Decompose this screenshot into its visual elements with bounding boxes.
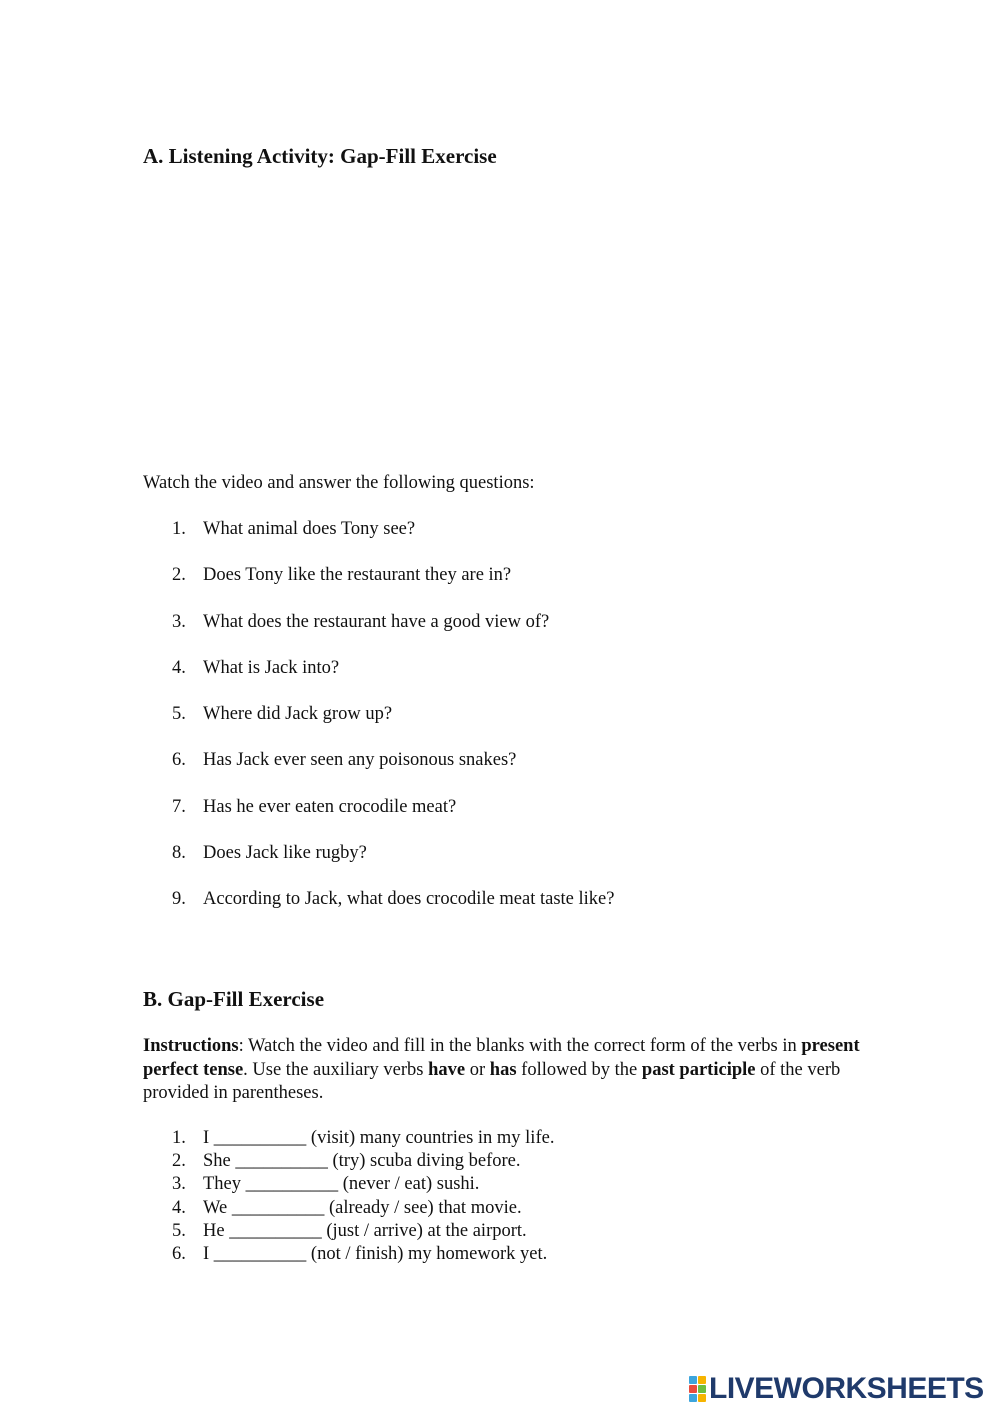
logo-text: LIVEWORKSHEETS xyxy=(709,1372,984,1405)
list-item xyxy=(172,658,614,704)
logo-square xyxy=(698,1385,706,1393)
question-text: According to Jack, what does crocodile meat taste like? xyxy=(203,889,615,910)
gap-fill-list xyxy=(172,1128,554,1267)
instructions-label: Instructions xyxy=(143,1036,239,1056)
question-text: Does Jack like rugby? xyxy=(203,843,367,864)
item-number: 9. xyxy=(172,889,186,910)
list-item xyxy=(172,1128,554,1151)
item-number: 4. xyxy=(172,657,186,678)
liveworksheets-logo xyxy=(689,1372,984,1406)
logo-square xyxy=(689,1376,697,1384)
list-item xyxy=(172,1174,554,1197)
item-number: 6. xyxy=(172,750,186,771)
instructions-emphasis: present perfect tense xyxy=(143,1036,860,1080)
item-number: 3. xyxy=(172,1174,186,1195)
list-item xyxy=(172,612,614,658)
instructions-text: of the verb provided in parentheses. xyxy=(143,1059,841,1103)
item-number: 1. xyxy=(172,519,186,539)
gap-fill-sentence: She __________ (try) scuba diving before. xyxy=(203,1151,521,1172)
gap-fill-sentence: We __________ (already / see) that movie. xyxy=(203,1197,522,1218)
instructions-text: : Watch the video and fill in the blanks with the correct form of the verbs in xyxy=(238,1036,802,1056)
item-number: 8. xyxy=(172,843,186,864)
list-item xyxy=(172,1151,554,1174)
section-a-intro: Watch the video and answer the following questions: xyxy=(143,473,535,493)
gap-fill-sentence: He __________ (just / arrive) at the airport. xyxy=(203,1220,527,1241)
instructions-text: followed by the xyxy=(516,1059,642,1080)
gap-fill-sentence: I __________ (not / finish) my homework yet. xyxy=(203,1243,548,1264)
list-item xyxy=(172,519,614,565)
item-number: 2. xyxy=(172,1151,186,1172)
logo-square xyxy=(698,1394,706,1402)
section-a-title: A. Listening Activity: Gap-Fill Exercise xyxy=(143,144,497,168)
logo-mark-icon xyxy=(689,1376,706,1402)
question-text: What does the restaurant have a good view of? xyxy=(203,611,550,632)
instructions-emphasis: have xyxy=(428,1059,466,1080)
question-text: Where did Jack grow up? xyxy=(203,704,393,725)
item-number: 5. xyxy=(172,704,186,725)
question-text: What animal does Tony see? xyxy=(203,519,416,539)
list-item xyxy=(172,1244,554,1267)
list-item xyxy=(172,797,614,843)
list-item xyxy=(172,565,614,611)
list-item xyxy=(172,1221,554,1244)
logo-square xyxy=(689,1385,697,1393)
instructions-text: . Use the auxiliary verbs xyxy=(243,1059,429,1080)
question-text: Has he ever eaten crocodile meat? xyxy=(203,796,457,817)
instructions-paragraph xyxy=(143,1035,863,1106)
list-item xyxy=(172,704,614,750)
item-number: 6. xyxy=(172,1243,186,1264)
item-number: 4. xyxy=(172,1197,186,1218)
item-number: 7. xyxy=(172,796,186,817)
instructions-emphasis: past participle xyxy=(641,1059,756,1080)
list-item xyxy=(172,889,614,935)
instructions-emphasis: has xyxy=(489,1059,517,1080)
instructions-text: or xyxy=(465,1059,490,1080)
gap-fill-sentence: I __________ (visit) many countries in my life. xyxy=(203,1128,555,1148)
gap-fill-sentence: They __________ (never / eat) sushi. xyxy=(203,1174,480,1195)
question-text: Does Tony like the restaurant they are in? xyxy=(203,565,512,586)
question-list xyxy=(172,519,614,936)
item-number: 3. xyxy=(172,611,186,632)
logo-square xyxy=(698,1376,706,1384)
question-text: Has Jack ever seen any poisonous snakes? xyxy=(203,750,517,771)
item-number: 1. xyxy=(172,1128,186,1148)
list-item xyxy=(172,750,614,796)
item-number: 2. xyxy=(172,565,186,586)
item-number: 5. xyxy=(172,1220,186,1241)
logo-square xyxy=(689,1394,697,1402)
section-b-title: B. Gap-Fill Exercise xyxy=(143,987,325,1011)
list-item xyxy=(172,843,614,889)
question-text: What is Jack into? xyxy=(203,657,340,678)
list-item xyxy=(172,1198,554,1221)
